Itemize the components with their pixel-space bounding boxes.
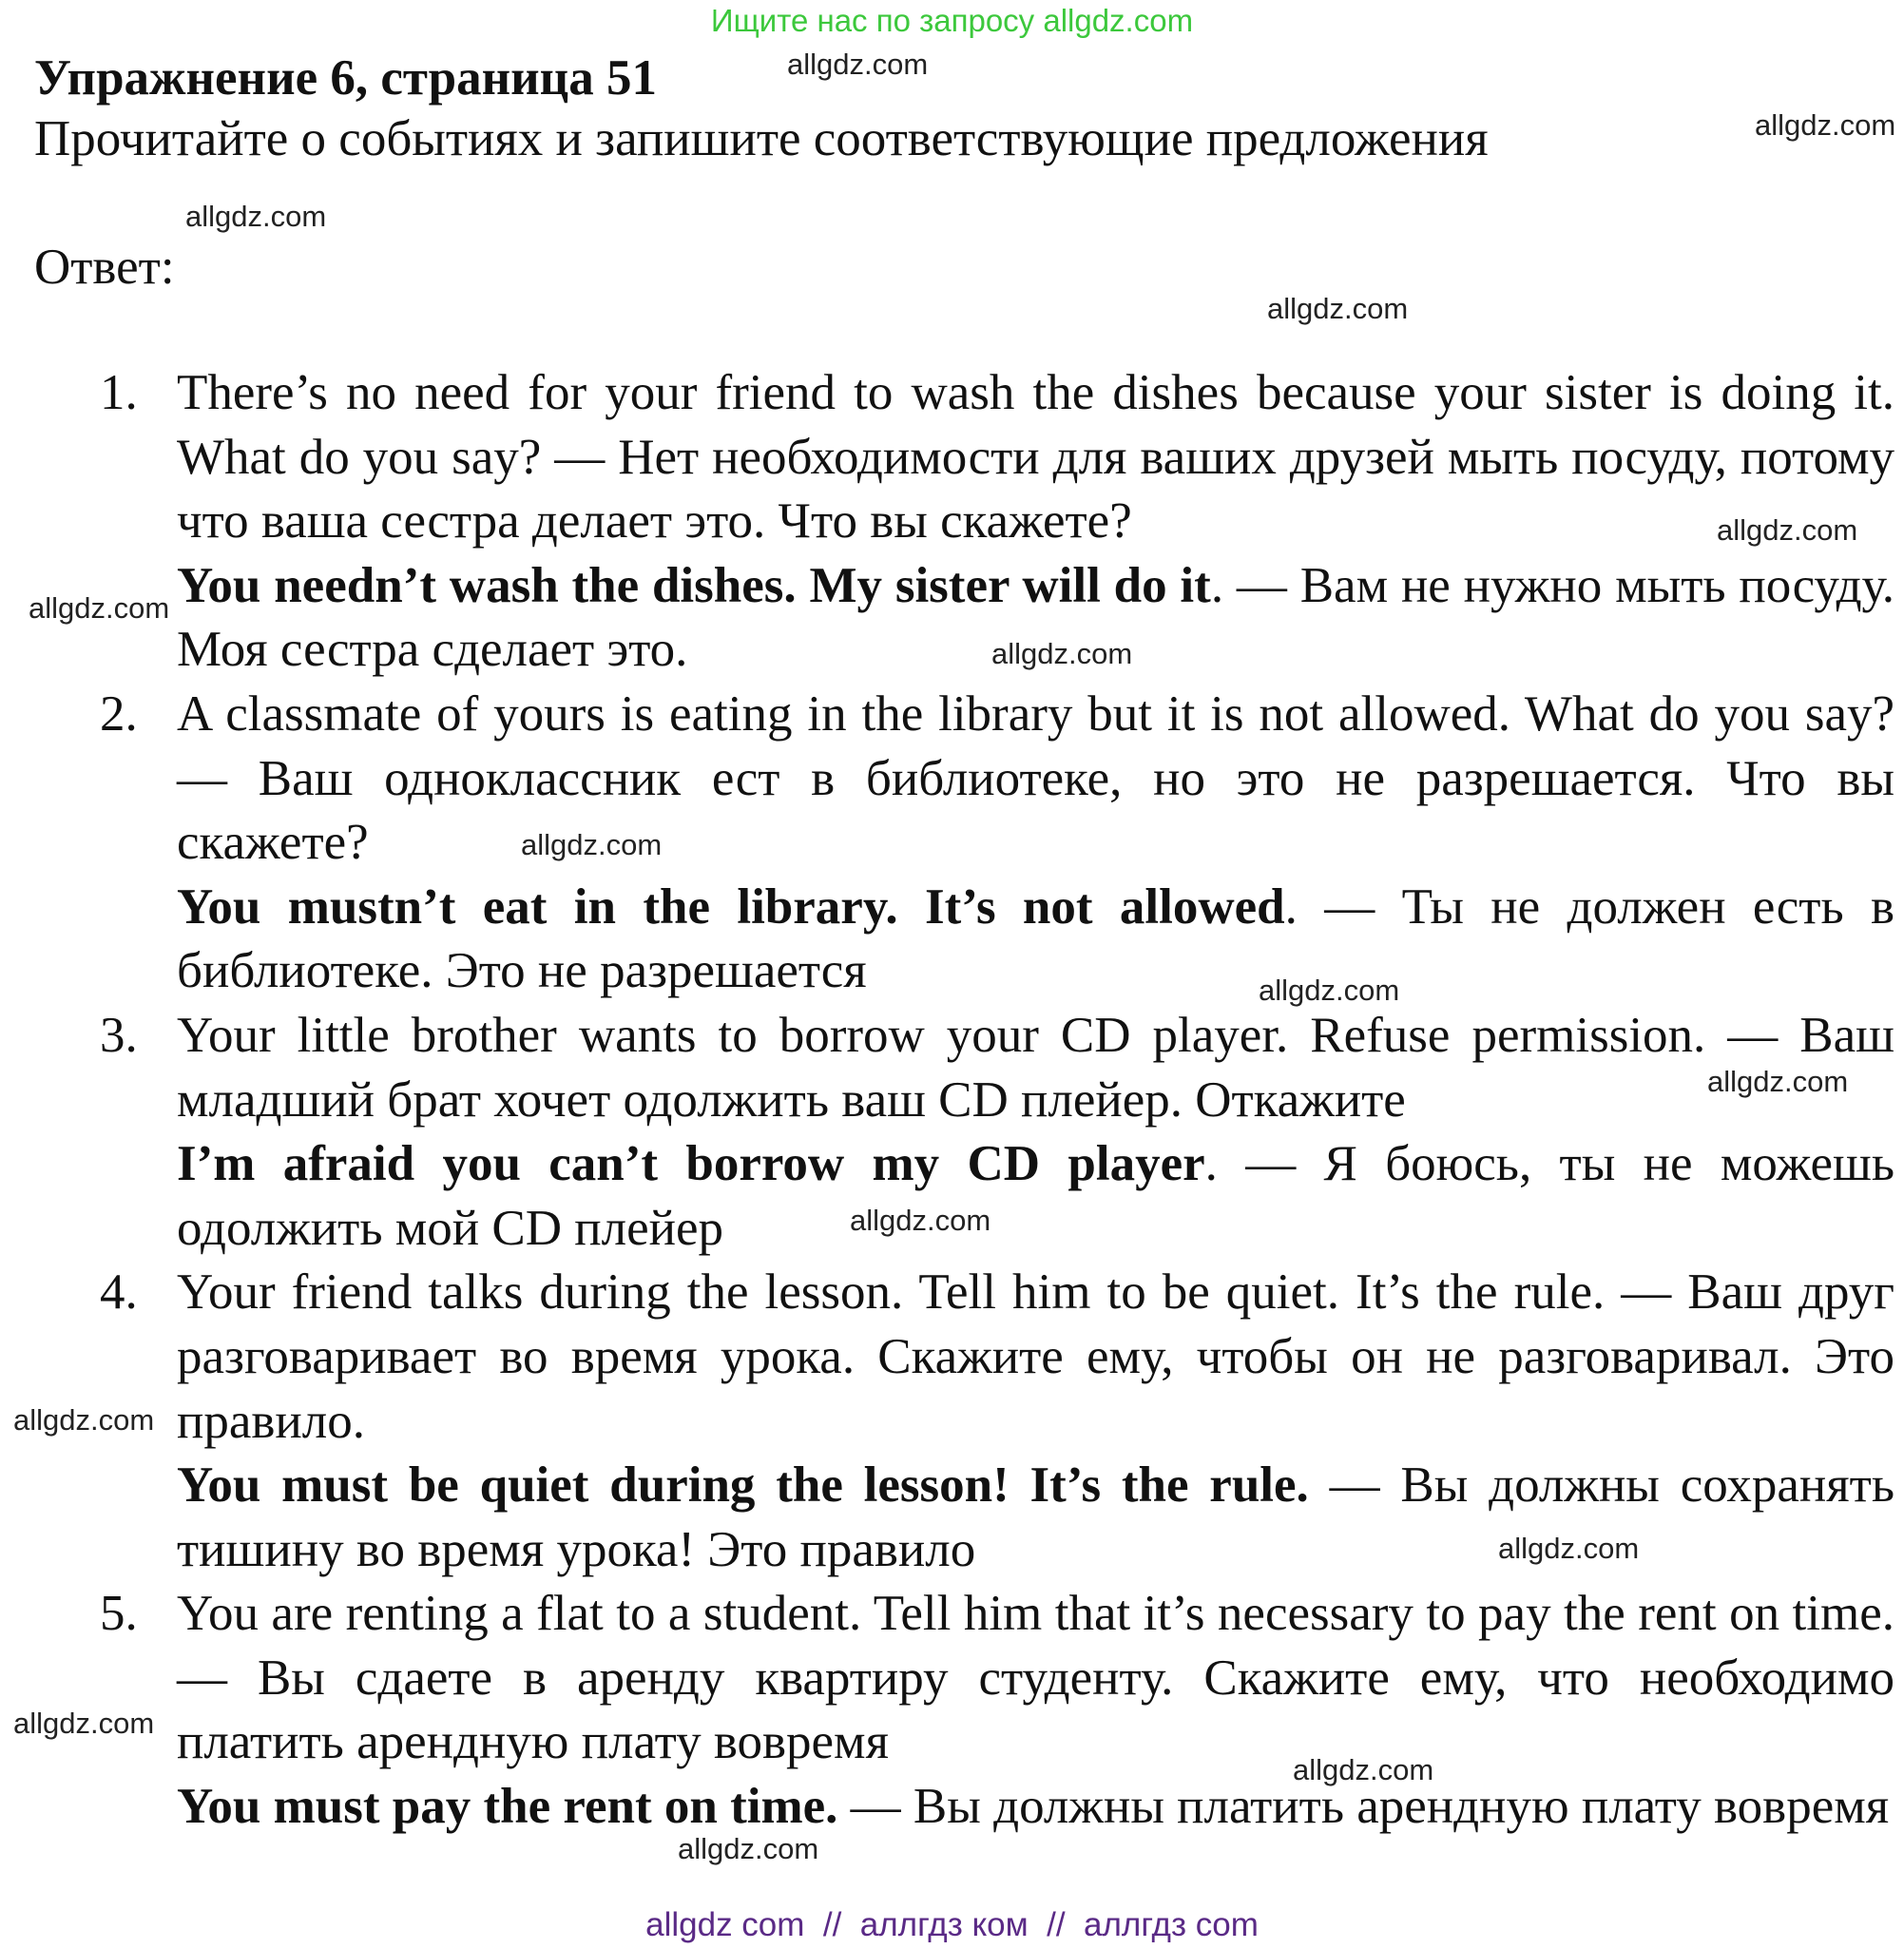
- item-response: [177, 1775, 1894, 1840]
- item-number: 4.: [100, 1264, 138, 1321]
- answer-label: Ответ:: [34, 240, 175, 295]
- footer-links: allgdz com // аллгдз ком // аллгдз com: [645, 1906, 1259, 1943]
- watermark: allgdz.com: [678, 1832, 819, 1865]
- watermark: allgdz.com: [13, 1707, 155, 1740]
- answer-english: I’m afraid you can’t borrow my CD player: [177, 1136, 1205, 1192]
- answer-translation: . — Вам не нужно мыть посуду. Моя сестра сделает это.: [177, 557, 1894, 678]
- watermark: allgdz.com: [13, 1403, 155, 1437]
- item-number: 1.: [100, 365, 138, 420]
- item-prompt: Your friend talks during the lesson. Tell him to be quiet. It’s the rule. — Ваш друг разговаривает во время урока. Скажите ему, чтобы он не разговаривал. Это правило.: [177, 1264, 1894, 1449]
- watermark: allgdz.com: [1267, 292, 1409, 325]
- top-banner: Ищите нас по запросу allgdz.com: [710, 3, 1194, 38]
- item-prompt: You are renting a flat to a student. Tell him that it’s necessary to pay the rent on time. — Вы сдаете в аренду квартиру студенту. Скажите ему, что необходимо платить арендную плату вовремя: [177, 1586, 1894, 1770]
- item-prompt: Your little brother wants to borrow your CD player. Refuse permission. — Ваш младший брат хочет одолжить ваш CD плейер. Откажите: [177, 1007, 1894, 1128]
- answer-english: You must pay the rent on time.: [177, 1779, 838, 1835]
- watermark: allgdz.com: [1498, 1532, 1640, 1565]
- answer-english: You mustn’t eat in the library. It’s not allowed: [177, 878, 1285, 935]
- answer-english: You needn’t wash the dishes. My sister will do it: [177, 557, 1211, 613]
- list-item: [84, 683, 1894, 1004]
- watermark: allgdz.com: [1259, 974, 1400, 1007]
- item-response: [177, 1132, 1894, 1261]
- page-title: Упражнение 6, страница 51: [34, 50, 657, 106]
- item-response: [177, 876, 1894, 1004]
- watermark: allgdz.com: [1717, 513, 1858, 547]
- answer-translation: — Вы должны платить арендную плату вовремя: [837, 1779, 1890, 1835]
- item-prompt: A classmate of yours is eating in the library but it is not allowed. What do you say? — Ваш одноклассник ест в библиотеке, но это не разрешается. Что вы скажете?: [177, 685, 1894, 871]
- watermark: allgdz.com: [850, 1204, 991, 1237]
- answer-list: [84, 361, 1894, 1840]
- watermark: allgdz.com: [1707, 1065, 1849, 1098]
- watermark: allgdz.com: [185, 200, 327, 233]
- answer-translation: . — Ты не должен есть в библиотеке. Это не разрешается: [177, 878, 1894, 999]
- list-item: [84, 361, 1894, 683]
- answer-english: You must be quiet during the lesson! It’s the rule.: [177, 1457, 1309, 1514]
- answer-translation: . — Я боюсь, ты не можешь одолжить мой CD плейер: [177, 1136, 1894, 1256]
- watermark: allgdz.com: [1293, 1753, 1434, 1786]
- watermark: allgdz.com: [521, 828, 663, 861]
- list-item: [84, 1582, 1894, 1839]
- exercise-instruction: Прочитайте о событиях и запишите соответствующие предложения: [34, 111, 1489, 166]
- watermark: allgdz.com: [1755, 108, 1896, 142]
- item-number: 5.: [100, 1586, 138, 1642]
- item-prompt: There’s no need for your friend to wash the dishes because your sister is doing it. What do you say? — Нет необходимости для ваших друзей мыть посуду, потому что ваша сестра делает это. Что вы скажете?: [177, 365, 1894, 550]
- item-number: 2.: [100, 685, 138, 742]
- watermark: allgdz.com: [787, 48, 929, 81]
- watermark: allgdz.com: [991, 637, 1133, 670]
- item-number: 3.: [100, 1007, 138, 1063]
- answer-translation: — Вы должны сохранять тишину во время урока! Это правило: [177, 1457, 1894, 1577]
- watermark: allgdz.com: [29, 591, 170, 625]
